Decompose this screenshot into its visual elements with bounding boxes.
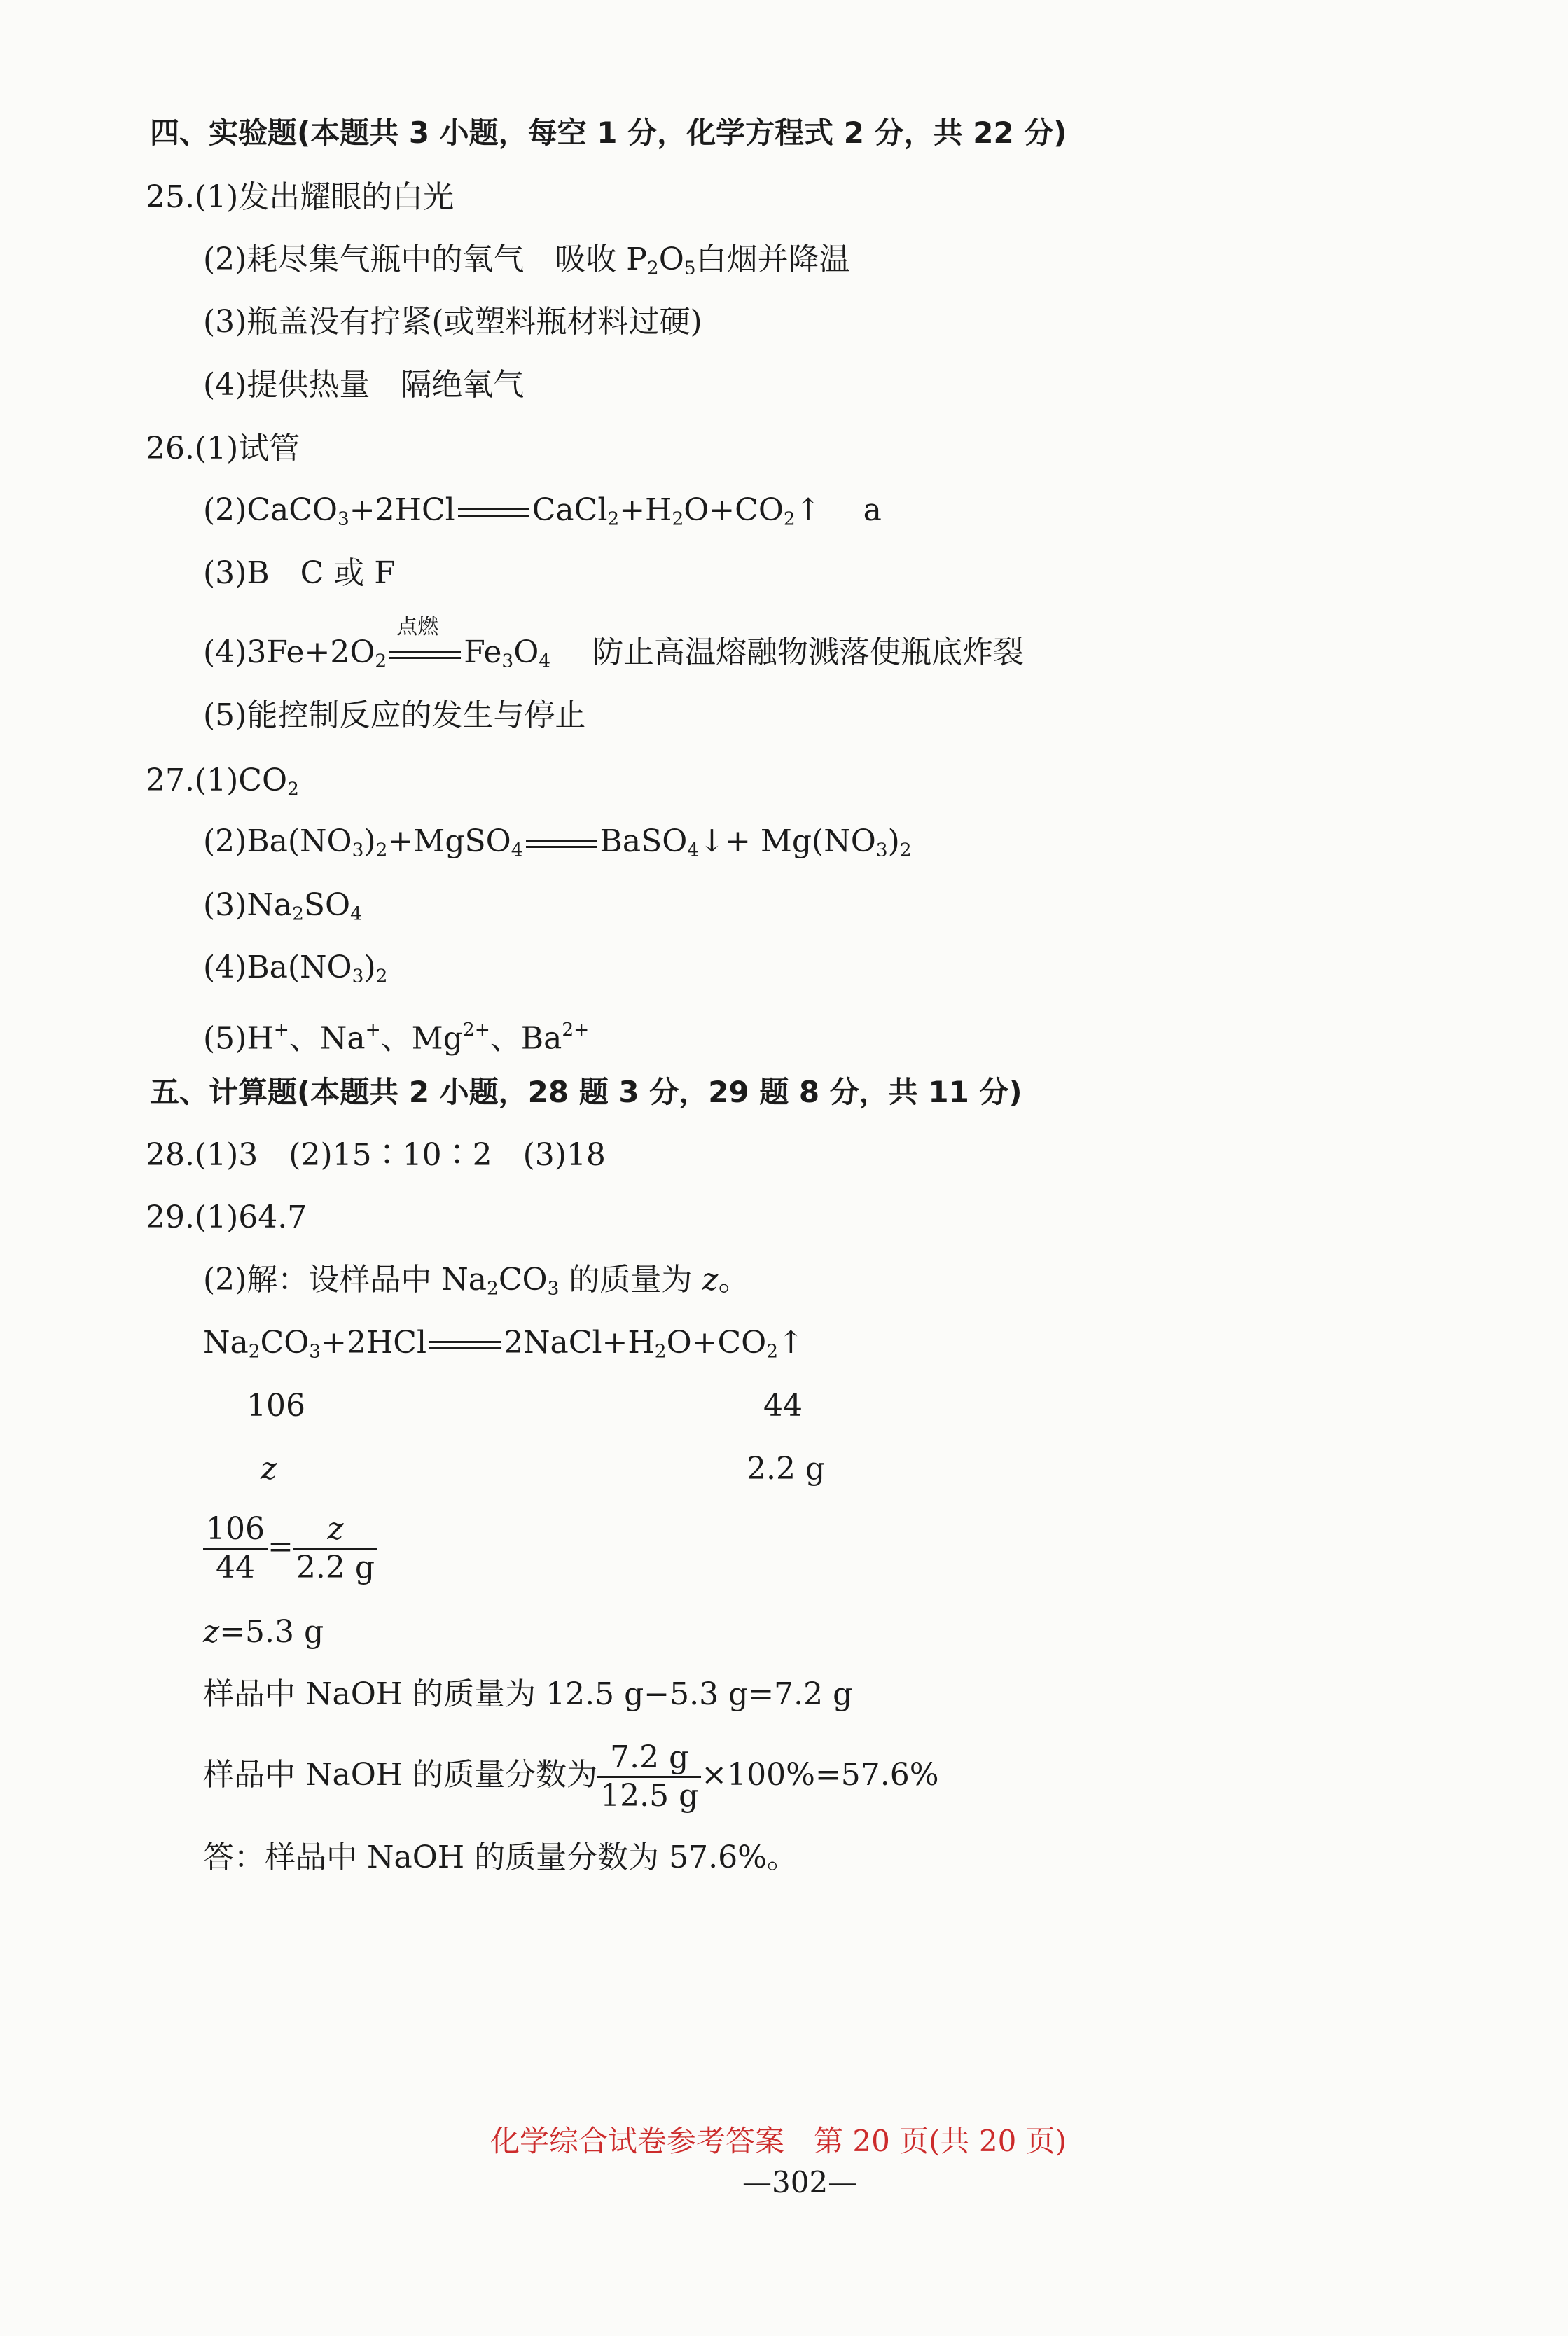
q25-part4: (4)提供热量 隔绝氧气: [203, 367, 525, 403]
gas-arrow-icon: ↑: [778, 1325, 804, 1361]
co2-mass: 2.2 g: [747, 1451, 826, 1487]
precipitate-arrow-icon: ↓: [699, 823, 725, 859]
q28-answer: 28.(1)3 (2)15∶10∶2 (3)18: [146, 1137, 606, 1173]
q26-part5: (5)能控制反应的发生与停止: [203, 697, 586, 733]
q27-part4: $(4)Ba(NO_3)_2$: [203, 950, 388, 987]
equals-sign: [426, 1338, 504, 1352]
q26-part3: (3)B C 或 F: [203, 555, 396, 591]
q25-part2: (2)耗尽集气瓶中的氧气 吸收 $P_2O_5$白烟并降温: [203, 242, 850, 279]
q26-part2: (2)CaCO$_3$+2HCl $CaCl_2+H_2O+CO_2↑$ a: [203, 492, 882, 530]
proportion-equation: $\frac{106}{44}$ = $\frac{z}{2.2 g}$: [203, 1511, 377, 1586]
section-4-title: 四、实验题(本题共 3 小题，每空 1 分，化学方程式 2 分，共 22 分): [150, 116, 1067, 150]
fraction-3: $\frac{7.2 g}{12.5 g}$: [597, 1739, 701, 1814]
reaction-condition: 点燃: [396, 614, 439, 639]
equals-sign: [523, 837, 600, 851]
equals-sign: [455, 506, 532, 520]
fraction-1: $\frac{106}{44}$: [203, 1511, 268, 1586]
page-number: —302—: [742, 2165, 858, 2199]
q27-part5: (5)H+、Na+、$Mg^{2+}$、$Ba^{2+}$: [203, 1019, 590, 1057]
final-answer: 答：样品中 NaOH 的质量分数为 57.6%。: [203, 1840, 798, 1875]
result-naoh-mass: 样品中 NaOH 的质量为 12.5 g−5.3 g=7.2 g: [203, 1676, 853, 1712]
equals-sign-with-condition: [387, 614, 464, 662]
q25-part1: 25.(1)发出耀眼的白光: [146, 179, 455, 215]
fraction-2: $\frac{z}{2.2 g}$: [293, 1511, 377, 1586]
unknown-mass: z: [261, 1451, 277, 1487]
result-z: z=5.3 g: [203, 1614, 324, 1650]
q29-part2: (2)解：设样品中 $Na_2CO_3$ 的质量为 z。: [203, 1262, 749, 1300]
q29-part1: 29.(1)64.7: [146, 1200, 307, 1235]
gas-arrow-icon: ↑: [795, 492, 821, 528]
q29-equation: $Na_2CO_3+2HCl$ $2NaCl+H_2O+CO_2↑$: [203, 1325, 804, 1363]
q26-part1: 26.(1)试管: [146, 431, 300, 466]
result-mass-fraction: 样品中 NaOH 的质量分数为 $\frac{7.2 g}{12.5 g}$ ×100%=57.6%: [203, 1739, 939, 1814]
footer-caption: 化学综合试卷参考答案 第 20 页(共 20 页): [490, 2124, 1067, 2158]
q26-part4: $(4)3Fe+2O_2$ 点燃 $Fe_3O_4$ 防止高温熔融物溅落使瓶底炸裂: [203, 614, 1025, 672]
molar-mass-na2co3: 106: [247, 1388, 305, 1424]
q25-part3: (3)瓶盖没有拧紧(或塑料瓶材料过硬): [203, 304, 702, 340]
molar-mass-co2: 44: [763, 1388, 803, 1424]
q27-part3: $(3)Na_2SO_4$: [203, 887, 362, 925]
q27-part1: $27.(1)CO_2$: [146, 763, 299, 800]
q27-part2: $(2)Ba(NO_3)_2+MgSO_4$ BaSO$_4$↓+ $Mg(NO_3)_2$: [203, 823, 912, 861]
section-5-title: 五、计算题(本题共 2 小题，28 题 3 分，29 题 8 分，共 11 分): [150, 1075, 1022, 1109]
